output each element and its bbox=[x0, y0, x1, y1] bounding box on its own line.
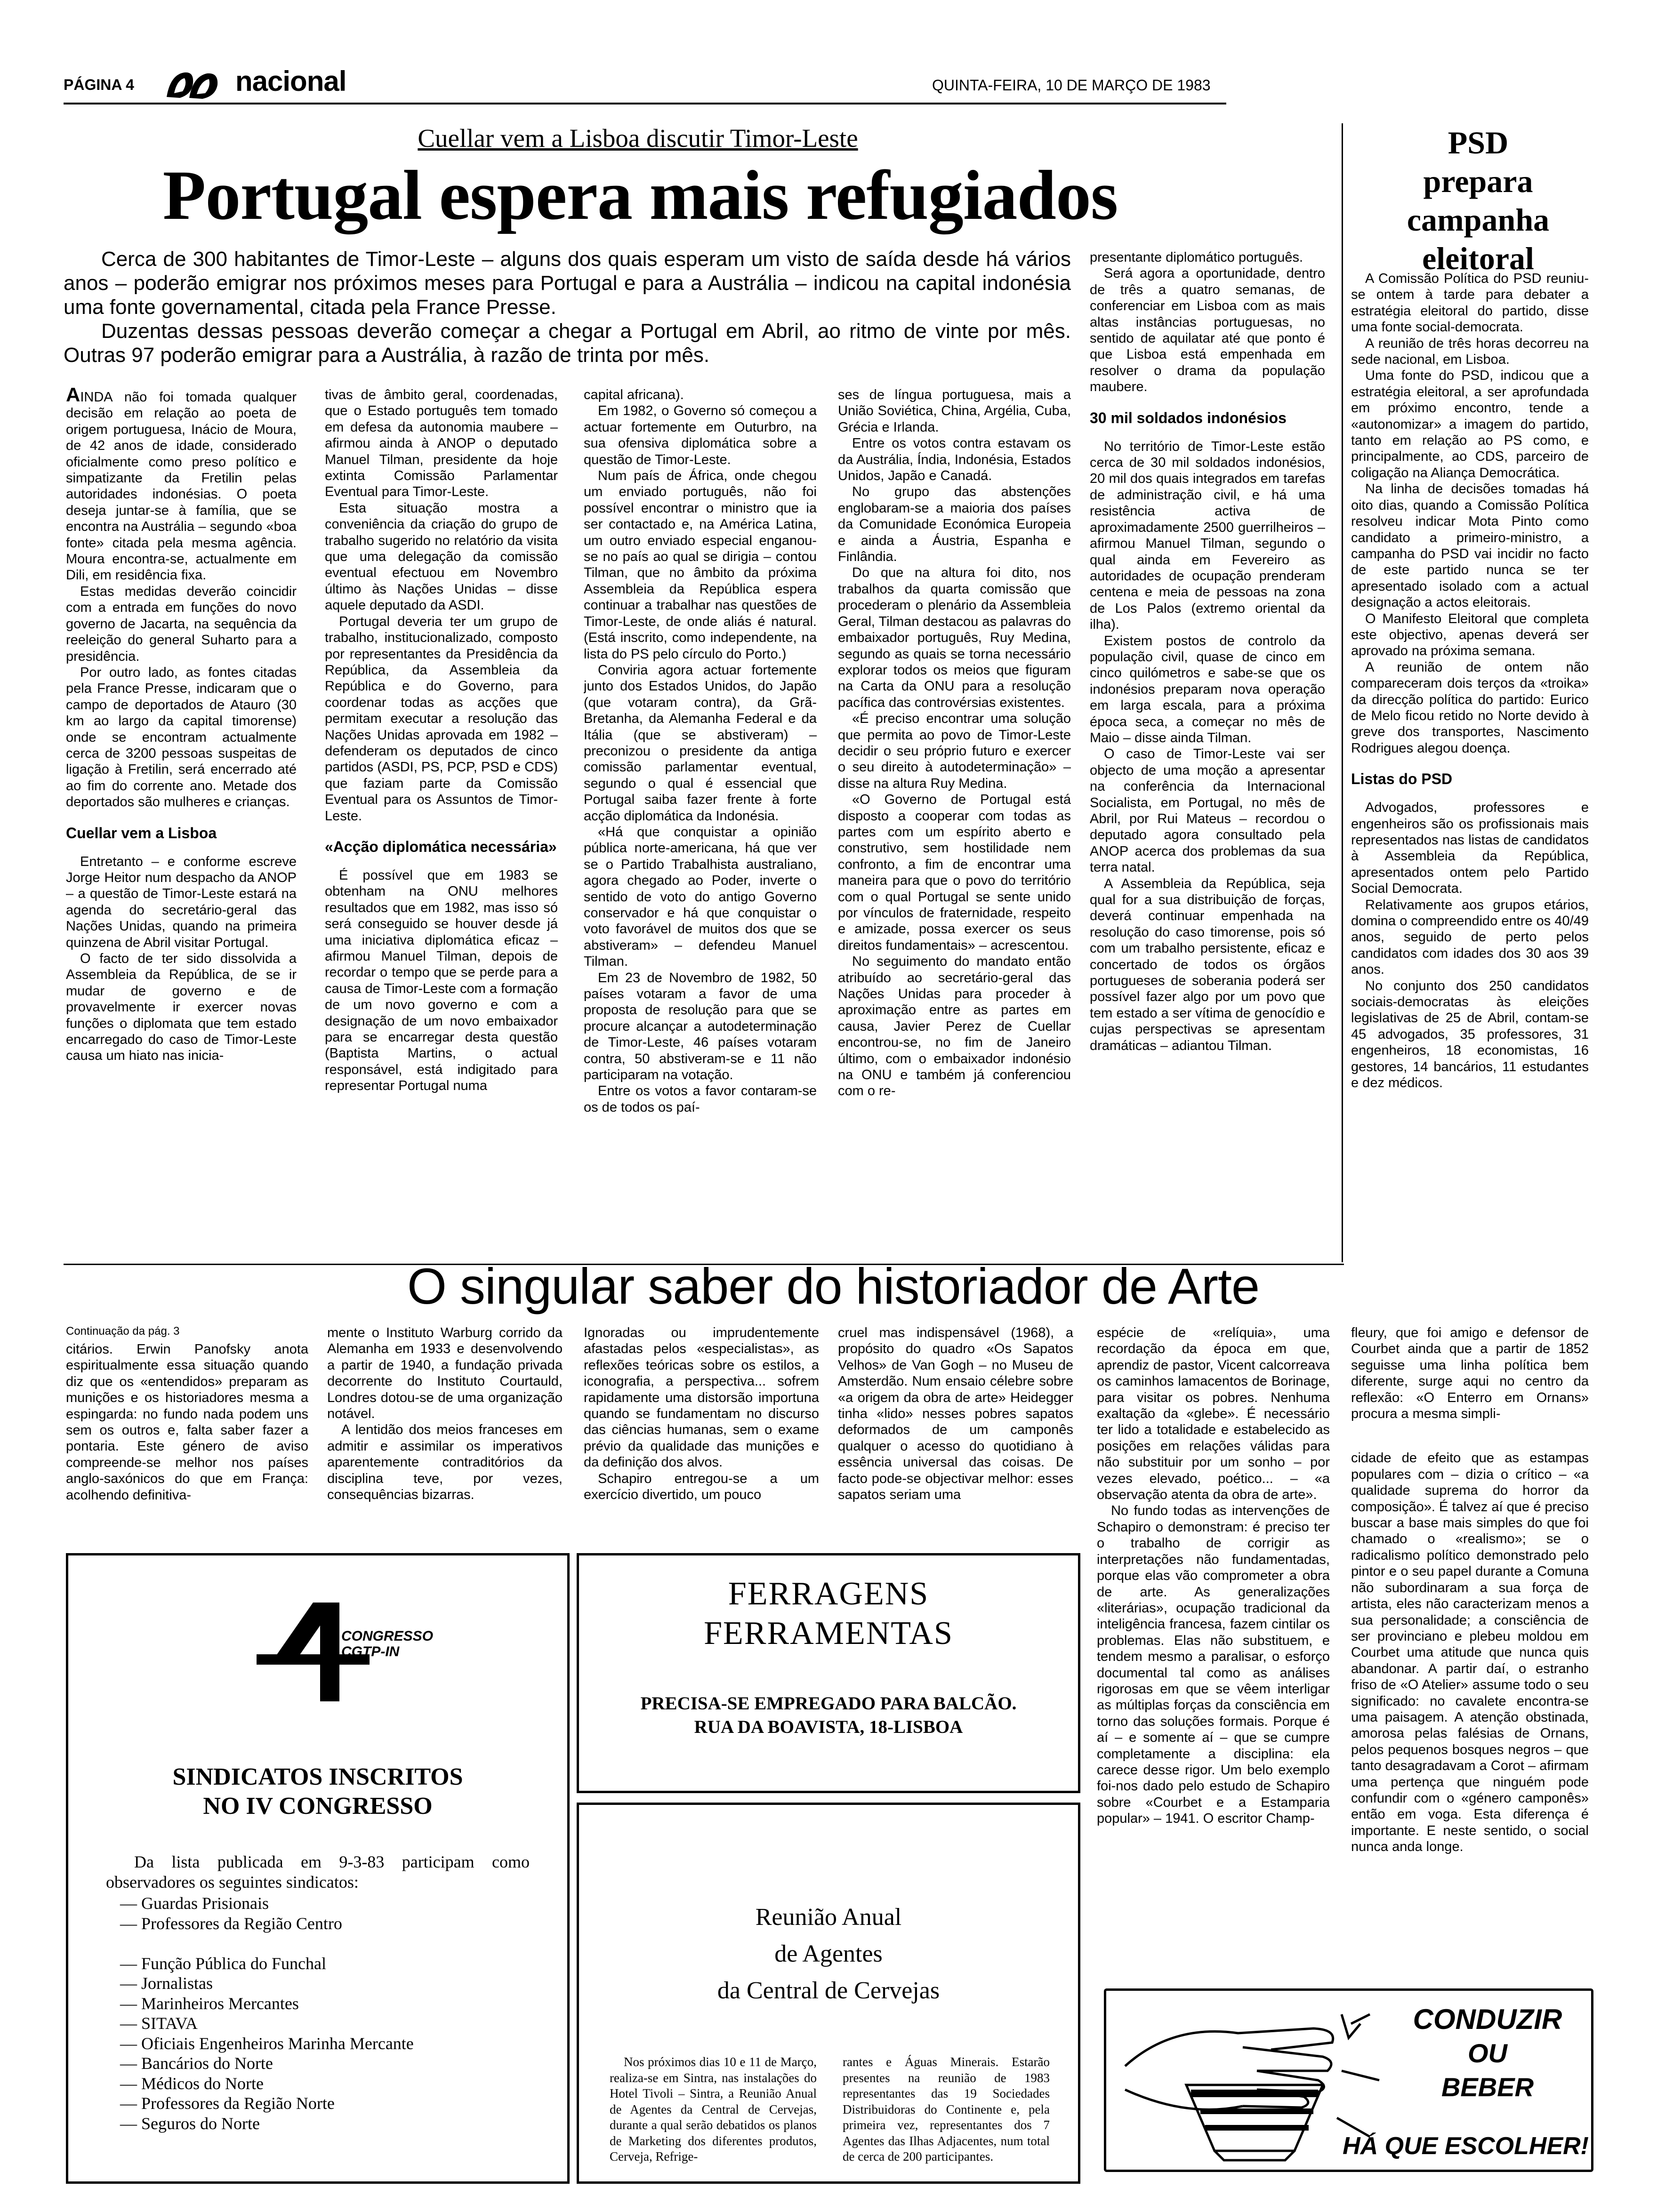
column-paragraph: AINDA não foi tomada qualquer decisão em relação ao poeta de origem portuguesa, Inácio de Moura, de 42 anos de idade, considerado oficialmente como preso político e simpatizante da Fretilin pelas autoridades indonésias. O poeta deseja juntar-se à família, que se encontra na Austrália – segundo «boa fonte» citada pela mesma agência. Moura encontra-se, actualmente em Dili, em residência fixa. bbox=[66, 387, 297, 584]
column-paragraph: Na linha de decisões tomadas há oito dias, quando a Comissão Política resolveu indicar Mota Pinto como candidato a primeiro-ministro, a campanha do PSD vai incidir no facto de este partido nunca se ter apresentado isolado com a actual designação a actos eleitorais. bbox=[1351, 481, 1589, 610]
column-paragraph: espécie de «relíquia», uma recordação da época em que, aprendiz de pastor, Vicent calcorreava os caminhos lamacentos de Borinage, para visitar os pobres. Nenhuma exaltação da «glebe». É necessário ter lido a totalidade e estabelecido as posições em relações válidas para não substituir por um sonho – por vezes elevado, poético... – «a observação atenta da obra de arte». bbox=[1097, 1325, 1330, 1503]
central-cervejas-ad bbox=[577, 1803, 1080, 2184]
column-paragraph: cruel mas indispensável (1968), a propósito do quadro «Os Sapatos Velhos» de Van Gogh – no Museu de Amsterdão. Num ensaio célebre sobre «a origem da obra de arte» Heidegger tinha «lido» nesses pobres sapatos deformados de um camponês qualquer o acesso do quotidiano à essência universal das coisas. De facto pode-se objectivar melhor: esses sapatos seriam uma bbox=[838, 1325, 1073, 1503]
subheading: «Acção diplomática necessária» bbox=[325, 838, 557, 855]
cgtp-ad-intro: Da lista publicada em 9-3-83 participam como observadores os seguintes sindicatos: bbox=[106, 1852, 530, 1891]
union-list-item: — Guardas Prisionais bbox=[120, 1894, 269, 1913]
column-paragraph: Existem postos de controlo da população civil, quase de cinco em cinco quilómetros e sabe-se que os indonésios preparam nova operação em larga escala, para a próxima época seca, a começar no mês de Maio – disse ainda Tilman. bbox=[1090, 633, 1325, 745]
column-paragraph: Por outro lado, as fontes citadas pela France Presse, indicaram que o campo de deportados de Atauro (30 km ao largo da capital timorense) onde se encontram actualmente cerca de 3200 pessoas suspeitas de ligação à Fretilin, será encerrado até ao fim do corrente ano. Metade dos deportados são mulheres e crianças. bbox=[66, 665, 297, 810]
header-rule bbox=[64, 103, 1226, 104]
article-column-5 bbox=[1090, 249, 1325, 1280]
article-column-1 bbox=[66, 387, 297, 1276]
conduzir-ou-beber-ad bbox=[1104, 1988, 1593, 2172]
art-column-5 bbox=[1097, 1325, 1330, 1974]
conduzir-slogan: CONDUZIR OU BEBER bbox=[1413, 2004, 1562, 2102]
cervejas-title: Reunião Anual de Agentes da Central de Cervejas bbox=[717, 1904, 940, 2004]
lead-paragraph-2: Duzentas dessas pessoas deverão começar a chegar a Portugal em Abril, ao ritmo de vinte por mês. Outras 97 poderão emigrar para a Austrália, à razão de trinta por mês. bbox=[64, 320, 1071, 367]
column-paragraph: cidade de efeito que as estampas populares com – dizia o crítico – «a qualidade suprema do horror da composição». É talvez aí que é preciso buscar a base mais simples do que foi chamado o «realismo»; se o radicalismo político demonstrado pelo pintor e o seu papel durante a Comuna não subordinaram a sua força de artista, eles não caracterizam menos a sua personalidade; a consciência de ser provinciano e plebeu moldou em Courbet uma atitude que nunca quis abandonar. A partir daí, o estranho friso de «O Atelier» assume todo o seu significado: no cavalete encontra-se uma paisagem. A atenção obstinada, amorosa pelas falésias de Ornans, pelos pequenos bosques negros – que tanto desagradavam a Corot – afirmam uma pertença que ninguém pode confundir com o «género camponês» então em voga. Esta diferença é importante. E neste sentido, o social nunca anda longe. bbox=[1351, 1451, 1589, 1855]
art-column-1 bbox=[66, 1341, 308, 1530]
conduzir-tagline: HÁ QUE ESCOLHER! bbox=[1343, 2132, 1589, 2160]
column-paragraph: Do que na altura foi dito, nos trabalhos da quarta comissão que procederam o plenário da Assembleia Geral, Tilman destacou as palavras do embaixador português, Ruy Medina, segundo as quais se torna necessário explorar todos os meios que figuram na Carta da ONU para a resolução pacífica das controvérsias existentes. bbox=[838, 565, 1071, 710]
column-paragraph: Uma fonte do PSD, indicou que a estratégia eleitoral, a ser aprofundada em próximo encontro, tende a «autonomizar» a imagem do partido, tanto em relação ao PS como, e principalmente, ao CDS, parceiro de coligação na Aliança Democrática. bbox=[1351, 368, 1589, 481]
column-paragraph: No fundo todas as intervenções de Schapiro o demonstram: é preciso ter o trabalho de corrigir as interpretações não fundamentadas, porque elas vão comprometer a obra de arte. As generalizações «literárias», ocupação tradicional da inteligência francesa, fazem cintilar os problemas. Elas não substituem, e tendem mesmo a paralisar, o esforço documental tal como as análises rigorosas em que se vêem interligar as múltiplas forças da consciência em torno das soluções formais. Porque é aí – e somente aí – que se cumpre completamente a disciplina: ela carece desse rigor. Um belo exemplo foi-nos dado pelo estudo de Schapiro sobre «Courbet e a Estamparia popular» – 1941. O escritor Champ- bbox=[1097, 1503, 1330, 1827]
union-list-item: — Médicos do Norte bbox=[120, 2074, 264, 2093]
column-paragraph: A lentidão dos meios franceses em admitir e assimilar os imperativos aparentemente contraditórios da disciplina teve, por vezes, consequências bizarras. bbox=[327, 1422, 563, 1503]
lead-paragraph-1: Cerca de 300 habitantes de Timor-Leste – alguns dos quais esperam um visto de saída desde há vários anos – poderão emigrar nos próximos meses para Portugal e para a Austrália – indicou na capital indonésia uma fonte governamental, citada pela France Presse. bbox=[64, 248, 1071, 319]
subheading: 30 mil soldados indonésios bbox=[1090, 409, 1287, 426]
subheading: Cuellar vem a Lisboa bbox=[66, 824, 217, 842]
column-paragraph: «Há que conquistar a opinião pública norte-americana, há que ver se o Partido Trabalhista australiano, agora chegado ao Poder, inverte o sentido de voto do antigo Governo conservador e há que conquistar o voto favorável de muitos dos que se abstiveram» – defendeu Manuel Tilman. bbox=[584, 824, 817, 970]
cgtp-union-list bbox=[106, 1893, 530, 2133]
section-name: nacional bbox=[235, 65, 346, 97]
union-list-item: — Jornalistas bbox=[120, 1974, 213, 1993]
congress-logo bbox=[242, 1598, 434, 1706]
column-paragraph: A reunião de três horas decorreu na sede nacional, em Lisboa. bbox=[1351, 336, 1589, 368]
logo-text-1: CONGRESSO bbox=[341, 1628, 434, 1644]
column-divider bbox=[1342, 123, 1343, 1262]
column-paragraph: Schapiro entregou-se a um exercício divertido, um pouco bbox=[584, 1471, 819, 1503]
art-column-2 bbox=[327, 1325, 563, 1530]
union-list-item: — Marinheiros Mercantes bbox=[120, 1994, 299, 2013]
column-paragraph: capital africana). bbox=[584, 387, 684, 402]
art-column-3 bbox=[584, 1325, 819, 1530]
logo-text-2: CGTP-IN bbox=[341, 1644, 400, 1659]
article-column-2 bbox=[325, 387, 558, 1276]
column-paragraph: mente o Instituto Warburg corrido da Alemanha em 1933 e desenvolvendo a partir de 1940, a fundação privada decorrente do Instituto Courtauld, Londres dotou-se de uma organização notável. bbox=[327, 1325, 563, 1422]
article-kicker: Cuellar vem a Lisboa discutir Timor-Leste bbox=[418, 124, 858, 152]
union-list-item: — Seguros do Norte bbox=[120, 2114, 260, 2133]
column-paragraph: É possível que em 1983 se obtenham na ONU melhores resultados que em 1982, mas isso só será conseguido se houver desde já uma iniciativa diplomática eficaz – afirmou Manuel Tilman, depois de recordar o tempo que se perde para a causa de Timor-Leste com a formação de um novo governo e com a designação de um novo embaixador para se encarregar desta questão (Baptista Martins, o actual responsável, está indigitado para representar Portugal numa bbox=[325, 867, 558, 1094]
article-column-4 bbox=[838, 387, 1071, 1276]
column-paragraph: A Comissão Política do PSD reuniu-se ontem à tarde para debater a estratégia eleitoral do partido, disse uma fonte social-democrata. bbox=[1351, 271, 1589, 335]
ferragens-title: FERRAGENS FERRAMENTAS bbox=[704, 1576, 953, 1651]
column-paragraph: presentante diplomático português. bbox=[1090, 250, 1303, 265]
column-paragraph: Num país de África, onde chegou um enviado português, não foi possível encontrar o ministro que ia ser contactado e, na América Latina, um outro enviado especial enganou-se no país ao qual se dirigia – contou Tilman, que no âmbito da próxima Assembleia da República espera continuar a trabalhar nas questões de Timor-Leste, de onde aliás é natural. (Está inscrito, como independente, na lista do PS pelo círculo do Porto.) bbox=[584, 468, 817, 662]
union-list-item bbox=[106, 1933, 530, 1954]
column-paragraph: citários. Erwin Panofsky anota espiritualmente essa situação quando diz que os «entendidos» preparam as munições e os historiadores mesma a espingarda: no fundo nada podem uns sem os outros e, falta saber fazer a pontaria. Este género de aviso compreende-se melhor nos países anglo-saxónicos do que em França: acolhendo definitiva- bbox=[66, 1342, 308, 1503]
column-paragraph: Relativamente aos grupos etários, domina o compreendido entre os 40/49 anos, seguido de perto pelos candidatos com idades dos 30 aos 39 anos. bbox=[1351, 897, 1589, 978]
issue-date: QUINTA-FEIRA, 10 DE MARÇO DE 1983 bbox=[932, 77, 1211, 94]
column-paragraph: A reunião de ontem não compareceram dois terços da «troika» da direcção política do partido: Eurico de Melo ficou retido no Norte devido à greve dos transportes, Nascimento Rodrigues alegou doença. bbox=[1351, 659, 1589, 756]
union-list-item: — SITAVA bbox=[120, 2014, 198, 2033]
column-paragraph: Entretanto – e conforme escreve Jorge Heitor num despacho da ANOP – a questão de Timor-Leste estará na agenda do secretário-geral das Nações Unidas, quando na primeira quinzena de Abril visitar Portugal. bbox=[66, 854, 297, 950]
column-paragraph: No conjunto dos 250 candidatos sociais-democratas às eleições legislativas de 25 de Abril, contam-se 45 advogados, 35 professores, 31 engenheiros, 18 economistas, 16 gestores, 14 bancários, 11 estudantes e dez médicos. bbox=[1351, 978, 1589, 1091]
subheading: Listas do PSD bbox=[1351, 770, 1453, 788]
union-list-item: — Professores da Região Centro bbox=[120, 1914, 342, 1933]
column-paragraph: Estas medidas deverão coincidir com a entrada em funções do novo governo de Jacarta, na sequência da reeleição do general Suharto para a presidência. bbox=[66, 584, 297, 664]
column-paragraph: No grupo das abstenções englobaram-se a maioria dos países da Comunidade Económica Europeia e ainda a Áustria, Espanha e Finlândia. bbox=[838, 484, 1071, 565]
cgtp-congress-ad bbox=[66, 1553, 570, 2184]
article-headline: Portugal espera mais refugiados bbox=[162, 156, 1118, 234]
dn-logo-icon bbox=[166, 70, 222, 103]
column-paragraph: Ignoradas ou imprudentemente afastadas pelos «especialistas», as reflexões teóricas sobre os estilos, a iconografia, a perspectiva... sofrem rapidamente uma distorsão importuna quando se fundamentam no discurso das ciências humanas, sem o exame prévio da qualidade das munições e da definição dos alvos. bbox=[584, 1325, 819, 1470]
article-column-3 bbox=[584, 387, 817, 1276]
column-paragraph: ses de língua portuguesa, mais a União Soviética, China, Argélia, Cuba, Grécia e Irlanda. bbox=[838, 387, 1071, 435]
art-headline: O singular saber do historiador de Arte bbox=[407, 1258, 1260, 1314]
newspaper-logo bbox=[166, 70, 222, 103]
cervejas-text-left: Nos próximos dias 10 e 11 de Março, realiza-se em Sintra, nas instalações do Hotel Tivoli – Sintra, a Reunião Anual de Agentes da Central de Cervejas, durante a qual serão debatidos os planos de Marketing dos diferentes produtos, Cerveja, Refrige- bbox=[610, 2055, 817, 2164]
union-list-item: — Professores da Região Norte bbox=[120, 2094, 335, 2113]
column-paragraph: «É preciso encontrar uma solução que permita ao povo de Timor-Leste decidir o seu próprio futuro e exercer o seu direito à autodeterminação» – disse na altura Ruy Medina. bbox=[838, 711, 1071, 791]
column-paragraph: Em 1982, o Governo só começou a actuar fortemente em Outurbro, na sua ofensiva diplomática sobre a questão de Timor-Leste. bbox=[584, 403, 817, 467]
ferragens-details: PRECISA-SE EMPREGADO PARA BALCÃO. RUA DA BOAVISTA, 18-LISBOA bbox=[640, 1693, 1017, 1737]
cgtp-ad-title: SINDICATOS INSCRITOS NO IV CONGRESSO bbox=[172, 1763, 463, 1819]
page-number: PÁGINA 4 bbox=[64, 76, 134, 93]
column-paragraph: Entre os votos a favor contaram-se os de todos os paí- bbox=[584, 1083, 817, 1115]
drop-cap: A bbox=[66, 387, 80, 406]
column-paragraph: «O Governo de Portugal está disposto a cooperar com todas as partes com um espírito aberto e construtivo, sem hostilidade nem confronto, a fim de encontrar uma maneira para que o povo do território com o qual Portugal se sente unido por vínculos de fraternidade, respeito e amizade, possa exercer os seus direitos fundamentais» – acrescentou. bbox=[838, 792, 1071, 953]
article-lead bbox=[64, 247, 1071, 367]
column-paragraph: O caso de Timor-Leste vai ser objecto de uma moção a apresentar na conferência da Internacional Socialista, em Portugal, no mês de Abril, por Rui Mateus – recordou o deputado agora consultado pela ANOP acerca dos problemas da sua terra natal. bbox=[1090, 746, 1325, 875]
column-paragraph: Conviria agora actuar fortemente junto dos Estados Unidos, do Japão (que votaram contra), da Grã-Bretanha, da Alemanha Federal e da Itália (que se abstiveram) – preconizou o presidente da antiga comissão parlamentar eventual, segundo o qual é essencial que Portugal saiba fazer frente à forte acção diplomática da Indonésia. bbox=[584, 662, 817, 824]
column-paragraph: Esta situação mostra a conveniência da criação do grupo de trabalho sugerido no relatório da visita que uma delegação da comissão eventual efectuou em Novembro último às Nações Unidas – disse aquele deputado da ASDI. bbox=[325, 500, 558, 613]
column-paragraph: Entre os votos contra estavam os da Austrália, Índia, Indonésia, Estados Unidos, Japão e Canadá. bbox=[838, 436, 1071, 484]
column-paragraph: No território de Timor-Leste estão cerca de 30 mil soldados indonésios, 20 mil dos quais integrados em tarefas de administração civil, e há uma resistência activa de aproximadamente 2500 guerrilheiros – afirmou Manuel Tilman, segundo o qual ainda em Fevereiro as autoridades de ocupação prenderam centena e meia de pessoas na zona de Los Palos (extremo oriental da ilha). bbox=[1090, 439, 1325, 633]
column-paragraph: O facto de ter sido dissolvida a Assembleia da República, de se ir mudar de governo e de provavelmente ir exercer novas funções o diplomata que tem estado encarregado do caso de Timor-Leste causa um hiato nas inicia- bbox=[66, 951, 297, 1064]
cervejas-text-right: rantes e Águas Minerais. Estarão presentes na reunião de 1983 representantes das 19 Sociedades Distribuidoras do Continente e, pela primeira vez, representantes dos 7 Agentes das Ilhas Adjacentes, num total de cerca de 200 participantes. bbox=[843, 2055, 1050, 2164]
column-paragraph: A Assembleia da República, seja qual for a sua distribuição de forças, deverá continuar empenhada na resolução do caso timorense, pois só com um trabalho persistente, eficaz e concertado de todos os órgãos portugueses de soberania poderá ser possível fazer algo por um povo que tem estado a ser vítima de genocídio e cujas perspectivas se apresentam dramáticas – adiantou Tilman. bbox=[1090, 876, 1325, 1053]
column-paragraph: O Manifesto Eleitoral que completa este objectivo, apenas deverá ser aprovado na próxima semana. bbox=[1351, 611, 1589, 659]
union-list-item: — Oficiais Engenheiros Marinha Mercante bbox=[120, 2034, 414, 2053]
psd-headline: PSD prepara campanha eleitoral bbox=[1407, 125, 1550, 276]
column-paragraph: tivas de âmbito geral, coordenadas, que o Estado português tem tomado em defesa da autonomia maubere – afirmou ainda à ANOP o deputado Manuel Tilman, presidente da hoje extinta Comissão Parlamentar Eventual para Timor-Leste. bbox=[325, 387, 558, 500]
psd-article-body bbox=[1351, 271, 1589, 1297]
union-list-item: — Bancários do Norte bbox=[120, 2054, 273, 2073]
ferragens-ad bbox=[577, 1553, 1080, 1793]
art-column-4 bbox=[838, 1325, 1073, 1530]
art-column-6 bbox=[1351, 1325, 1589, 1974]
union-list-item: — Função Pública do Funchal bbox=[120, 1954, 326, 1973]
continuation-note: Continuação da pág. 3 bbox=[66, 1325, 180, 1338]
column-paragraph: Será agora a oportunidade, dentro de três a quatro semanas, de conferenciar em Lisboa com as mais altas instâncias portuguesas, no sentido de aquilatar até que ponto é que Lisboa está empenhada em resolver o drama da população maubere. bbox=[1090, 266, 1325, 395]
column-paragraph: No seguimento do mandato então atribuído ao secretário-geral das Nações Unidas para proceder à aproximação entre as partes em causa, Javier Perez de Cuellar encontrou-se, no fim de Janeiro último, com o embaixador indonésio na ONU e também já conferenciou com o re- bbox=[838, 954, 1071, 1099]
column-paragraph: Portugal deveria ter um grupo de trabalho, institucionalizado, composto por representantes da Presidência da República, da Assembleia da República e do Governo, para coordenar todas as acções que permitam executar a resolução das Nações Unidas aprovada em 1982 – defenderam os deputados de cinco partidos (ASDI, PS, PCP, PSD e CDS) que faziam parte da Comissão Eventual para os Assuntos de Timor-Leste. bbox=[325, 614, 558, 824]
column-paragraph: fleury, que foi amigo e defensor de Courbet ainda que a partir de 1852 seguisse uma linha política bem diferente, surge aqui no centro da reflexão: «O Enterro em Ornans» procura a mesma simpli- bbox=[1351, 1325, 1589, 1422]
column-paragraph: Em 23 de Novembro de 1982, 50 países votaram a favor de uma proposta de resolução para que se procure alcançar a autodeterminação de Timor-Leste, 46 países votaram contra, 50 abstiveram-se e 11 não participaram na votação. bbox=[584, 970, 817, 1083]
column-paragraph: Advogados, professores e engenheiros são os profissionais mais representados nas listas de candidatos à Assembleia da República, apresentados ontem pelo Partido Social Democrata. bbox=[1351, 800, 1589, 897]
